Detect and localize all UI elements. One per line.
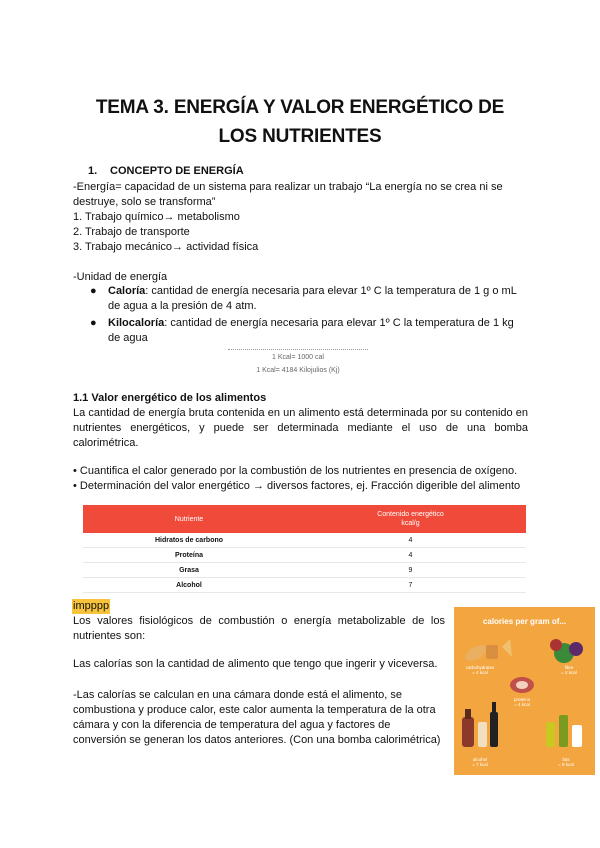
fats-value: = 9 kcal [558, 762, 574, 767]
nutrient-value: 9 [295, 563, 526, 578]
alcohol-label [460, 757, 500, 767]
nutrient-energy-table [83, 505, 526, 593]
carbs-name: carbohydrates [465, 665, 495, 670]
energy-unit-intro: -Unidad de energía [73, 271, 168, 283]
fibre-label [549, 665, 589, 675]
table-row [83, 578, 526, 593]
carbs-label [460, 665, 500, 675]
physiological-values-paragraph: Los valores fisiológicos de combustión o energía metabolizable de los nutrientes son: [73, 615, 445, 642]
unit-term: Kilocaloría [108, 317, 165, 329]
table-row [83, 563, 526, 578]
table-row [83, 548, 526, 563]
page-title [40, 93, 560, 151]
chamber-paragraph: -Las calorías se calculan en una cámara donde está el alimento, se combustiona y produce calor, este calor aumenta la temperatura de la otra cámara y con la diferencia de temperatura del agua y factores de conversión se generan los datos anteriores. (Con una bomba calorimétrica) [73, 689, 441, 746]
fibre-icon [550, 639, 583, 663]
title-line-2: LOS NUTRIENTES [218, 126, 382, 147]
nutrient-name: Hidratos de carbono [83, 533, 295, 548]
unit-item-caloria [80, 284, 525, 314]
nutrient-value: 4 [295, 548, 526, 563]
highlight-note: impppp [73, 600, 110, 612]
unit-item-kilocaloria [80, 316, 525, 346]
col-energy-header [295, 505, 526, 533]
protein-label [502, 697, 542, 707]
energy-value-paragraph: La cantidad de energía bruta contenida en un alimento está determinada por su contenido en nutrientes energéticos, y puede ser determinada mediante el uso de una bomba calorimétrica. [73, 407, 528, 449]
works-list [73, 210, 258, 255]
fats-icon [546, 715, 582, 747]
work-item: 3. Trabajo mecánico→ actividad física [73, 241, 259, 253]
point-combustion: • Cuantifica el calor generado por la combustión de los nutrientes en presencia de oxígeno. [73, 465, 518, 477]
nutrient-name: Proteína [83, 548, 295, 563]
unit-term: Caloría [108, 285, 146, 297]
energy-definition: -Energía= capacidad de un sistema para realizar un trabajo “La energía no se crea ni se destruye, solo se transforma” [73, 181, 503, 208]
col-nutrient-header: Nutriente [83, 505, 295, 533]
unit-text: : cantidad de energía necesaria para elevar 1º C la temperatura de 1 g o mL de agua a la presión de 4 atm. [108, 285, 517, 312]
alcohol-value: = 7 kcal [472, 762, 488, 767]
section-1-1-heading: 1.1 Valor energético de los alimentos [73, 392, 267, 404]
carbs-value: = 4 kcal [472, 670, 488, 675]
fats-name: fats [562, 757, 570, 762]
nutrient-name: Grasa [83, 563, 295, 578]
section-1-heading [88, 165, 244, 177]
col-energy-header-line-2: kcal/g [401, 520, 420, 527]
col-energy-header-line-1: Contenido energético [377, 511, 444, 518]
protein-name: proteins [513, 697, 530, 702]
formula-line-2: 1 Kcal= 4184 Kilojulios (Kj) [256, 367, 340, 374]
units-list [80, 284, 525, 348]
calories-paragraph: Las calorías son la cantidad de alimento que tengo que ingerir y viceversa. [73, 658, 438, 670]
nutrient-name: Alcohol [83, 578, 295, 593]
fats-label [546, 757, 586, 767]
table-header-row [83, 505, 526, 533]
bullet-icon: ● [90, 317, 97, 329]
fibre-value: = 2 kcal [561, 670, 577, 675]
fibre-name: fibre [564, 665, 574, 670]
infographic-illustration [454, 607, 595, 775]
protein-value: = 4 kcal [514, 702, 530, 707]
protein-icon [510, 677, 534, 693]
bullet-icon: ● [90, 285, 97, 297]
section-1-number: 1. [88, 165, 98, 177]
unit-text: : cantidad de energía necesaria para elevar 1º C la temperatura de 1 kg de agua [108, 317, 514, 344]
alcohol-icon [462, 702, 498, 747]
nutrient-value: 4 [295, 533, 526, 548]
title-line-1: TEMA 3. ENERGÍA Y VALOR ENERGÉTICO DE [95, 97, 505, 118]
formula-divider [228, 349, 368, 350]
section-1-title: CONCEPTO DE ENERGÍA [110, 165, 244, 177]
work-item: 2. Trabajo de transporte [73, 226, 190, 238]
work-item: 1. Trabajo químico→ metabolismo [73, 211, 240, 223]
point-determination: • Determinación del valor energético → diversos factores, ej. Fracción digerible del alimento [73, 480, 521, 492]
carbohydrates-icon [463, 639, 512, 664]
infographic-title: calories per gram of... [482, 617, 567, 626]
nutrient-value: 7 [295, 578, 526, 593]
table-row [83, 533, 526, 548]
formula-line-1: 1 Kcal= 1000 cal [272, 354, 324, 361]
alcohol-name: alcohol [472, 757, 488, 762]
calories-infographic [454, 607, 595, 775]
